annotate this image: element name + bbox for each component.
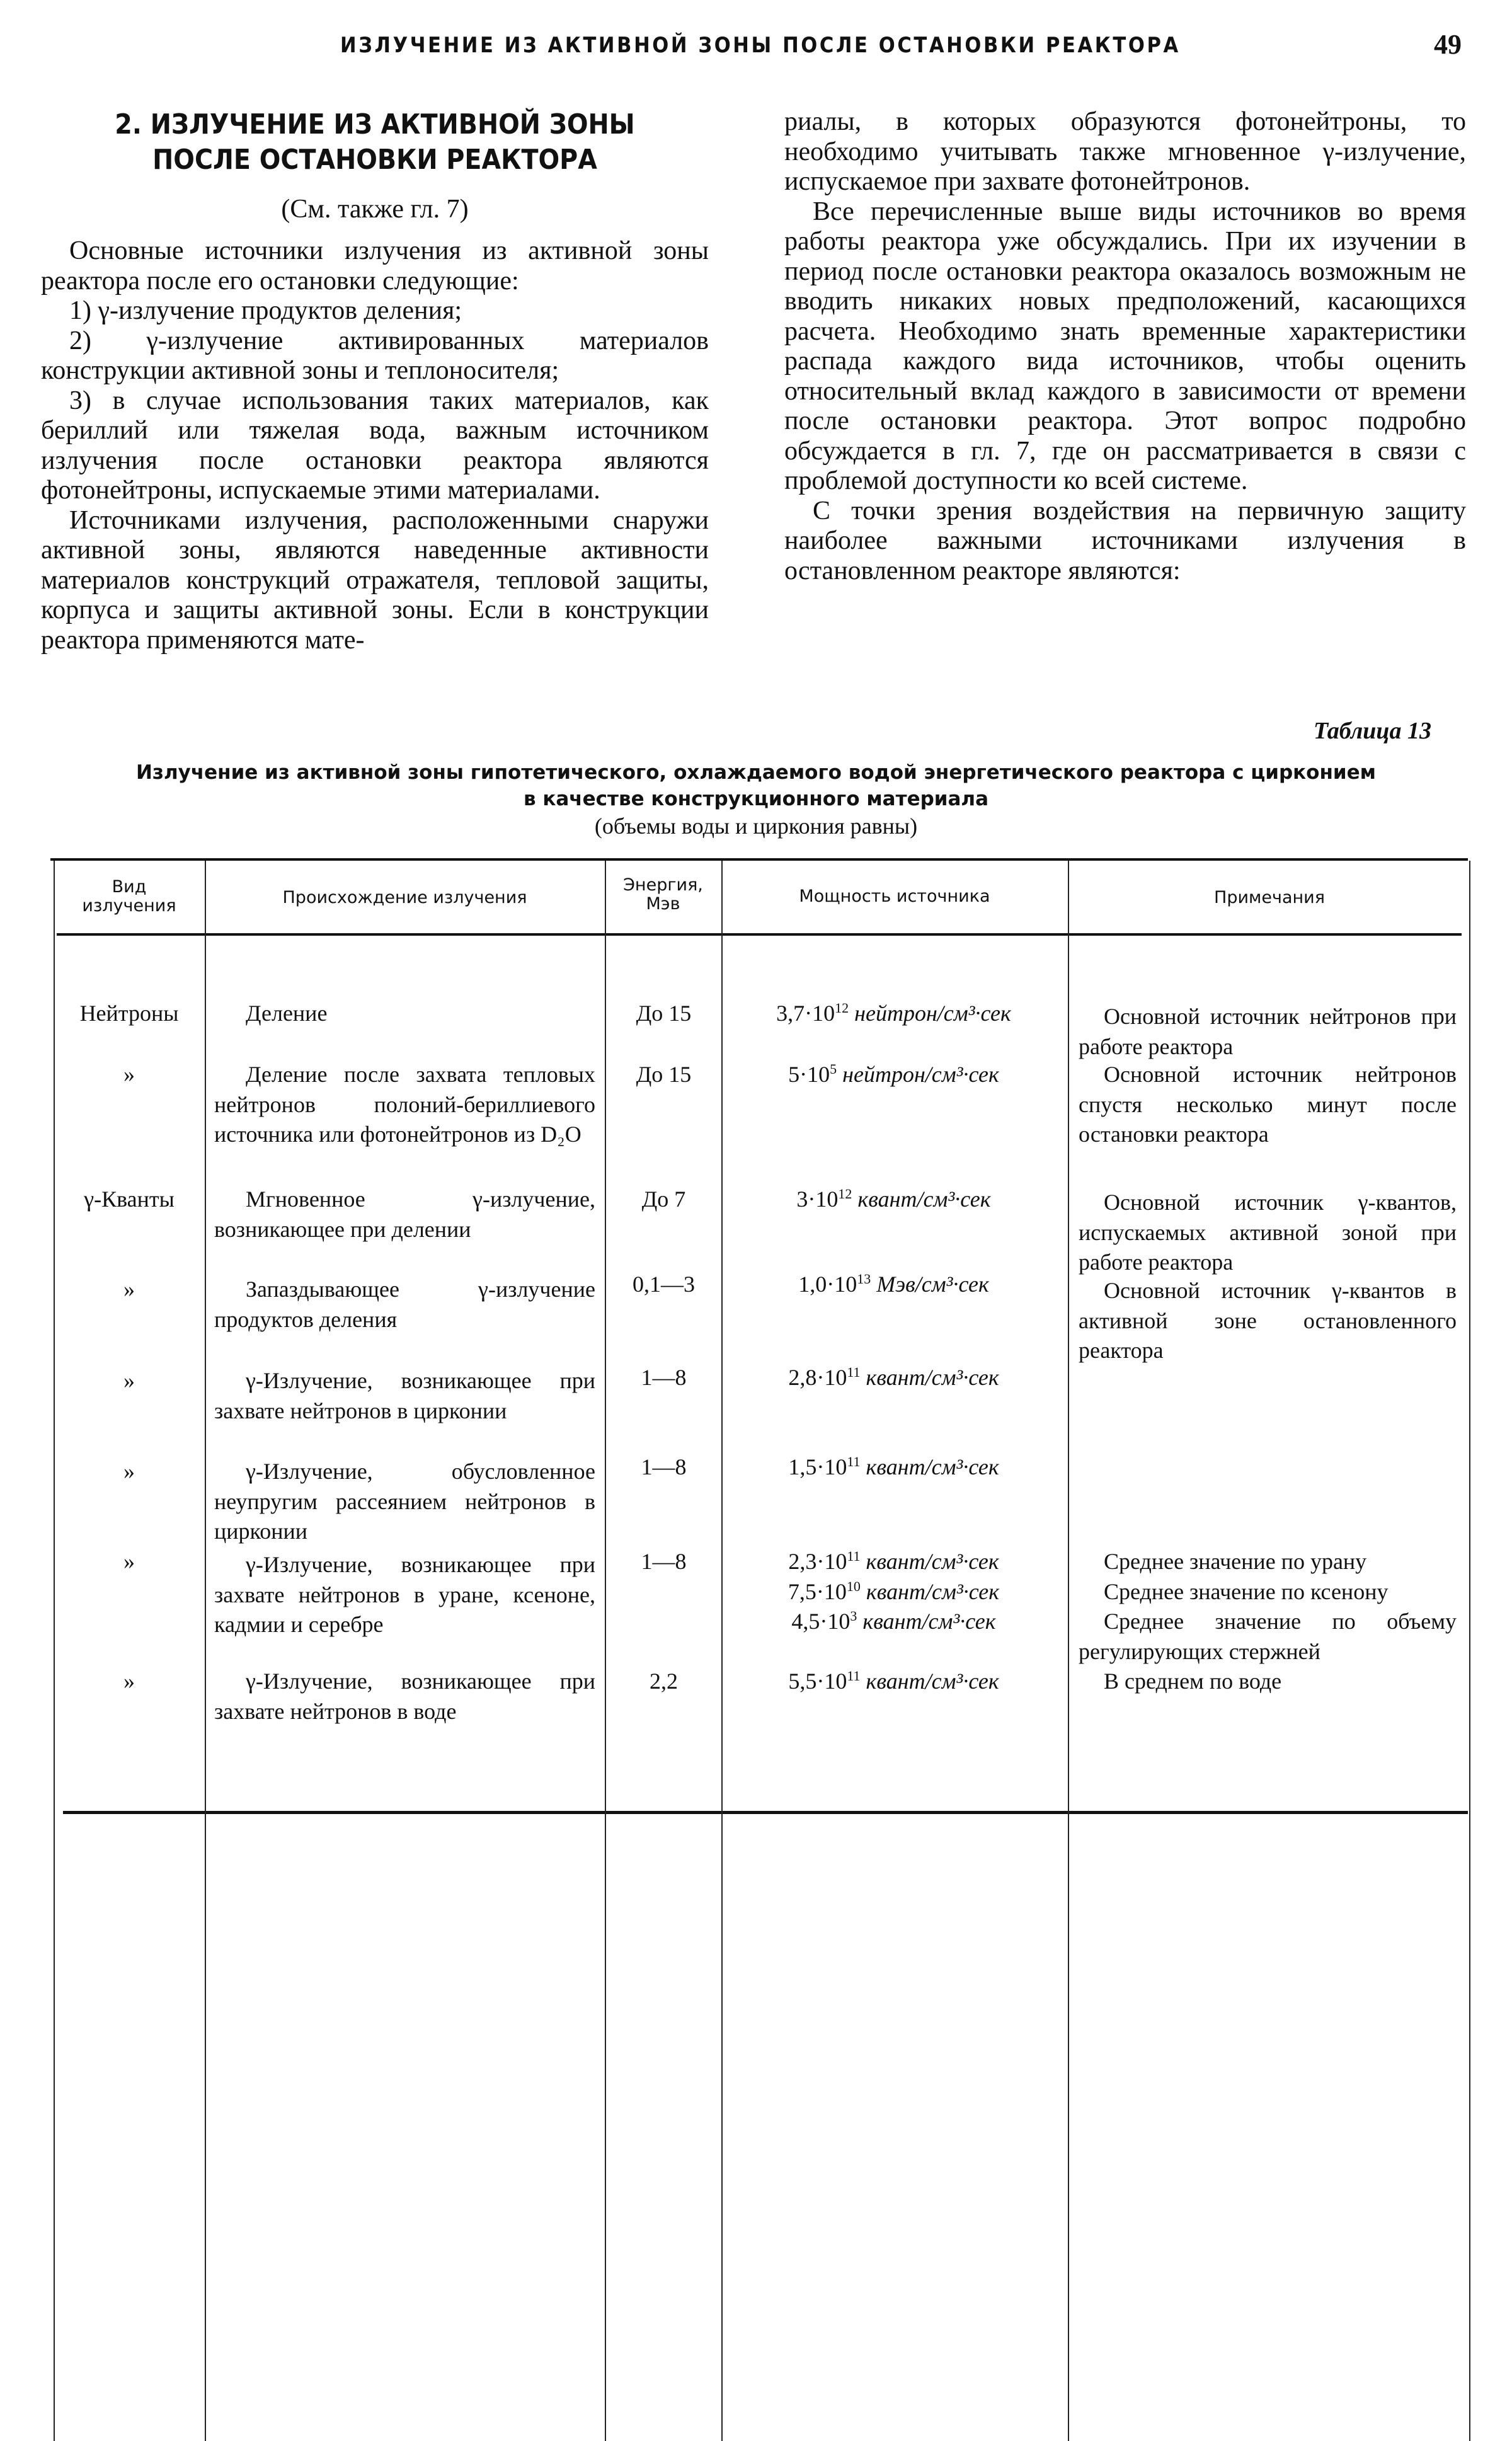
col-divider-4: [1068, 861, 1069, 2441]
table-border-left: [54, 861, 55, 2441]
running-head: ИЗЛУЧЕНИЕ ИЗ АКТИВНОЙ ЗОНЫ ПОСЛЕ ОСТАНОВКИ РЕАКТОРА: [340, 33, 1181, 58]
row3-type: γ-Кванты: [84, 1186, 175, 1212]
row6-origin: γ-Излучение, обусловленное неупругим рассеянием нейтронов в цирконии: [214, 1459, 595, 1544]
table-caption-line1: Излучение из активной зоны гипотетического, охлаждаемого водой энергетического реактора с цирконием: [135, 761, 1376, 784]
row7-origin: γ-Излучение, возникающее при захвате нейтронов в уране, ксеноне, кадмии и серебре: [214, 1552, 595, 1637]
row2-energy: До 15: [636, 1062, 692, 1087]
header-type: Вид излучения: [82, 877, 176, 916]
row2-type: »: [123, 1062, 135, 1087]
origin-text: Деление: [246, 1001, 328, 1026]
table-caption-line2: в качестве конструкционного материала: [523, 788, 989, 810]
row4-power: $1,0\cdot 10^{13}$ Мэв/см³·сек: [798, 1271, 989, 1297]
row4-type: »: [123, 1277, 135, 1302]
table-bottom-rule: [63, 1811, 1468, 1814]
left-column: [41, 236, 709, 655]
row2-origin: Деление после захвата тепловых нейтронов полоний-бериллиевого источника или фотонейтронов из D₂O: [214, 1062, 595, 1147]
row8-type: »: [123, 1668, 135, 1694]
row5-origin: γ-Излучение, возникающее при захвате нейтронов в цирконии: [214, 1368, 595, 1423]
row5-power: $2,8\cdot 10^{11}$ квант/см³·сек: [788, 1364, 999, 1390]
row4-note: Основной источник γ-квантов в активной зоне остановленного реактора: [1079, 1278, 1457, 1363]
row3-origin: Мгновенное γ-излучение, возникающее при делении: [214, 1186, 595, 1242]
row1-power: $3,7\cdot 10^{12}$ нейтрон/см³·сек: [776, 1000, 1011, 1026]
list-item: 2) γ-излучение активированных материалов конструкции активной зоны и теплоносителя;: [41, 326, 709, 385]
paragraph: Основные источники излучения из активной зоны реактора после его остановки следующие:: [41, 236, 709, 296]
table-number: Таблица 13: [1313, 718, 1431, 744]
paragraph: Все перечисленные выше виды источников во время работы реактора уже обсуждались. При их изучении в период после остановки реактора оказалось возможным не вводить никаких новых предположений, касающихся расчета. Необходимо знать временные характеристики распада каждого вида источников, чтобы оценить относительный вклад каждого в зависимости от времени после остановки реактора. Этот вопрос подробно обсуждается в гл. 7, где он рассматривается в связи с проблемой доступности ко всей системе.: [784, 197, 1466, 495]
paragraph: С точки зрения воздействия на первичную защиту наиболее важными источниками излучения в остановленном реакторе являются:: [784, 496, 1466, 585]
table-border-right: [1469, 861, 1470, 2441]
row5-type: »: [123, 1368, 135, 1393]
row1-energy: До 15: [636, 1001, 692, 1026]
header-notes: Примечания: [1214, 888, 1325, 907]
paragraph: риалы, в которых образуются фотонейтроны, то необходимо учитывать также мгновенное γ-излучение, испускаемое при захвате фотонейтронов.: [784, 107, 1466, 196]
table-header-rule: [57, 933, 1462, 936]
row6-power: $1,5\cdot 10^{11}$ квант/см³·сек: [788, 1454, 999, 1479]
table-caption: [50, 759, 1462, 812]
row7-energy: 1—8: [641, 1549, 687, 1574]
row7-note: Среднее значение по урану Среднее значение по ксенону Среднее значение по объему регулирующих стержней: [1079, 1549, 1457, 1664]
row2-note: Основной источник нейтронов спустя несколько минут после остановки реактора: [1079, 1062, 1457, 1147]
row7-power: $2,3\cdot 10^{11}$ квант/см³·сек $7,5\cdot 10^{10}$ квант/см³·сек $4,5\cdot 10^3$ квант/см³·сек: [788, 1548, 1000, 1634]
row3-note: Основной источник γ-квантов, испускаемых активной зоной при работе реактора: [1079, 1190, 1457, 1275]
row6-type: »: [123, 1459, 135, 1484]
row1-note: Основной источник нейтронов при работе реактора: [1079, 1004, 1457, 1059]
paragraph: Источниками излучения, расположенными снаружи активной зоны, являются наведенные активности материалов конструкций отражателя, тепловой защиты, корпуса и защиты активной зоны. Если в конструкции реактора применяются мате-: [41, 505, 709, 655]
section-title-line1: 2. ИЗЛУЧЕНИЕ ИЗ АКТИВНОЙ ЗОНЫ: [115, 108, 635, 141]
col-divider-1: [205, 861, 206, 2441]
row2-power: $5\cdot 10^5$ нейтрон/см³·сек: [788, 1061, 999, 1087]
row8-note: В среднем по воде: [1104, 1668, 1282, 1694]
header-origin: Происхождение излучения: [282, 888, 527, 907]
see-also-note: (См. также гл. 7): [281, 195, 469, 224]
header-power: Мощность источника: [799, 887, 990, 906]
row3-energy: До 7: [641, 1186, 686, 1212]
row4-origin: Запаздывающее γ-излучение продуктов деления: [214, 1277, 595, 1332]
col-divider-3: [721, 861, 723, 2441]
header-energy: Энергия, Мэв: [623, 875, 703, 914]
row4-energy: 0,1—3: [633, 1272, 695, 1297]
row1-type: Нейтроны: [79, 1001, 179, 1026]
row7-type: »: [123, 1549, 135, 1574]
table-top-rule: [50, 858, 1468, 861]
list-item: 3) в случае использования таких материалов, как бериллий или тяжелая вода, важным источником излучения после остановки реактора являются фотонейтроны, испускаемые этими материалами.: [41, 386, 709, 505]
page-number: 49: [1434, 29, 1462, 60]
section-title: [74, 107, 675, 178]
row6-energy: 1—8: [641, 1454, 687, 1479]
right-column: [784, 107, 1466, 586]
row8-energy: 2,2: [650, 1668, 678, 1694]
list-item: 1) γ-излучение продуктов деления;: [69, 296, 462, 325]
table-caption-sub: (объемы воды и циркония равны): [594, 813, 918, 839]
section-title-line2: ПОСЛЕ ОСТАНОВКИ РЕАКТОРА: [152, 144, 597, 176]
row8-power: $5,5\cdot 10^{11}$ квант/см³·сек: [788, 1668, 999, 1694]
row3-power: $3\cdot 10^{12}$ квант/см³·сек: [796, 1186, 991, 1212]
row5-energy: 1—8: [641, 1365, 687, 1390]
row8-origin: γ-Излучение, возникающее при захвате нейтронов в воде: [214, 1668, 595, 1724]
col-divider-2: [605, 861, 606, 2441]
row1-origin: [214, 999, 595, 1029]
